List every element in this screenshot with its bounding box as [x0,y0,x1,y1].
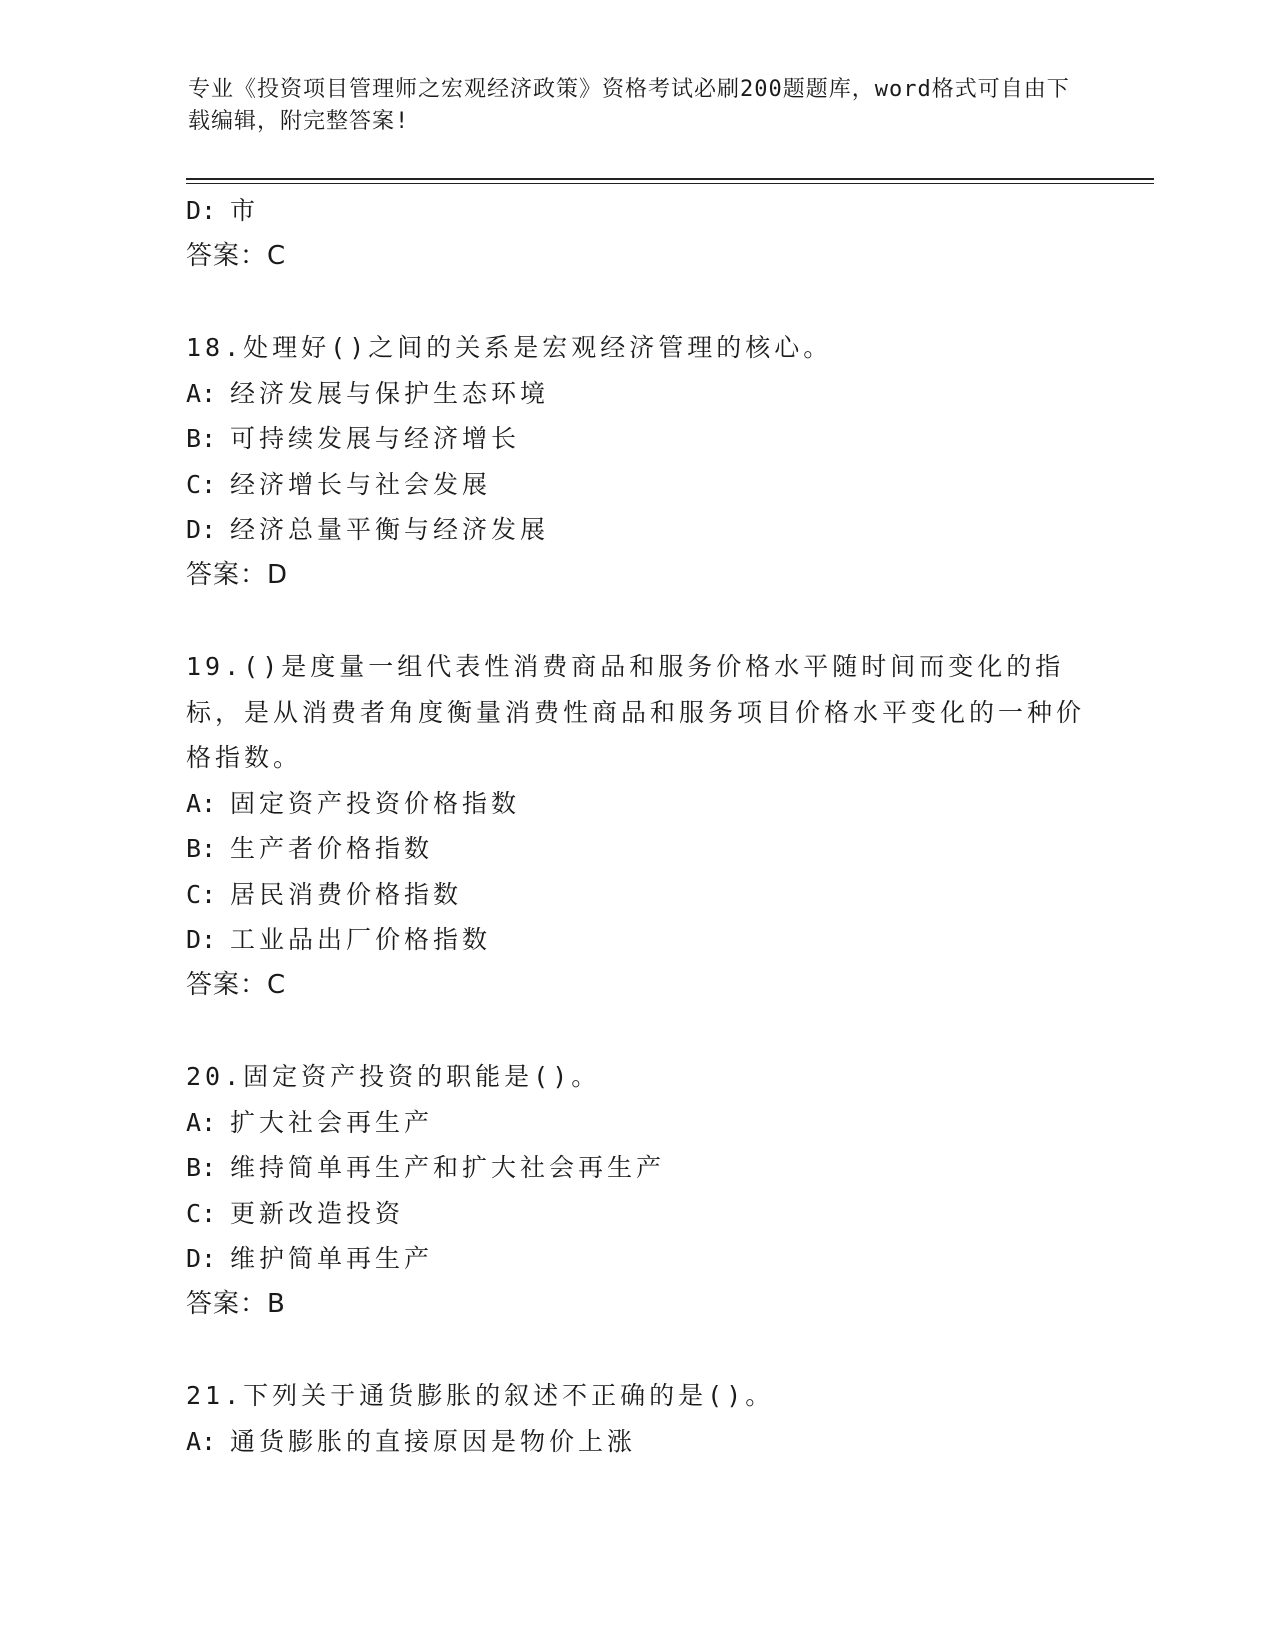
question-stem: 20.固定资产投资的职能是()。 [186,1062,601,1091]
option-a [186,371,1086,417]
answer-line: 答案：C [186,969,287,1000]
option-d [186,507,1086,553]
option-text: 市 [230,196,260,225]
option-letter: B: [186,424,217,453]
option-text: 工业品出厂价格指数 [230,925,492,954]
option-letter: A: [186,1107,217,1137]
option-letter: A: [186,378,217,408]
question-stem: 19.()是度量一组代表性消费商品和服务价格水平随时间而变化的指标，是从消费者角度衡量消费性商品和服务项目价格水平变化的一种价格指数。 [186,652,1086,772]
option-letter: D: [186,925,217,954]
option-c [186,1191,1086,1237]
question-list [186,188,1086,1464]
option-d [186,1236,1086,1282]
option-text: 经济增长与社会发展 [230,469,492,499]
header-divider [186,178,1154,184]
option-letter: C: [186,879,217,909]
option-letter: B: [186,834,217,863]
option-a [186,781,1086,827]
option-text: 更新改造投资 [230,1198,405,1228]
option-c [186,872,1086,918]
question-stem: 21.下列关于通货膨胀的叙述不正确的是()。 [186,1381,775,1410]
answer-line: 答案：D [186,559,289,590]
option-text: 居民消费价格指数 [230,879,463,909]
option-letter: D: [186,1244,217,1273]
option-letter: B: [186,1153,217,1182]
option-c [186,462,1086,508]
option-text: 可持续发展与经济增长 [230,424,521,453]
option-b [186,1145,1086,1191]
option-text: 扩大社会再生产 [230,1107,434,1137]
option-letter: D: [186,196,217,225]
option-b [186,826,1086,872]
option-text: 生产者价格指数 [230,834,434,863]
question-21 [186,1373,1086,1464]
option-text: 通货膨胀的直接原因是物价上涨 [230,1426,637,1456]
option-letter: A: [186,1426,217,1456]
option-letter: C: [186,469,217,499]
question-20 [186,1054,1086,1327]
question-18 [186,325,1086,598]
answer-line: 答案：C [186,240,287,271]
option-text: 经济发展与保护生态环境 [230,378,550,408]
option-b [186,416,1086,462]
option-d [186,917,1086,963]
question-19 [186,644,1086,1008]
option-text: 固定资产投资价格指数 [230,788,521,818]
option-text: 维持简单再生产和扩大社会再生产 [230,1153,666,1182]
option-text: 经济总量平衡与经济发展 [230,515,550,544]
option-a [186,1419,1086,1465]
option-a [186,1100,1086,1146]
option-text: 维护简单再生产 [230,1244,434,1273]
option-letter: A: [186,788,217,818]
document-header: 专业《投资项目管理师之宏观经济政策》资格考试必刷200题题库，word格式可自由下载编辑，附完整答案! [188,77,1070,134]
answer-line: 答案：B [186,1288,286,1319]
question-stem: 18.处理好()之间的关系是宏观经济管理的核心。 [186,333,833,362]
option-letter: D: [186,515,217,544]
option-d [186,188,1086,234]
option-letter: C: [186,1198,217,1228]
